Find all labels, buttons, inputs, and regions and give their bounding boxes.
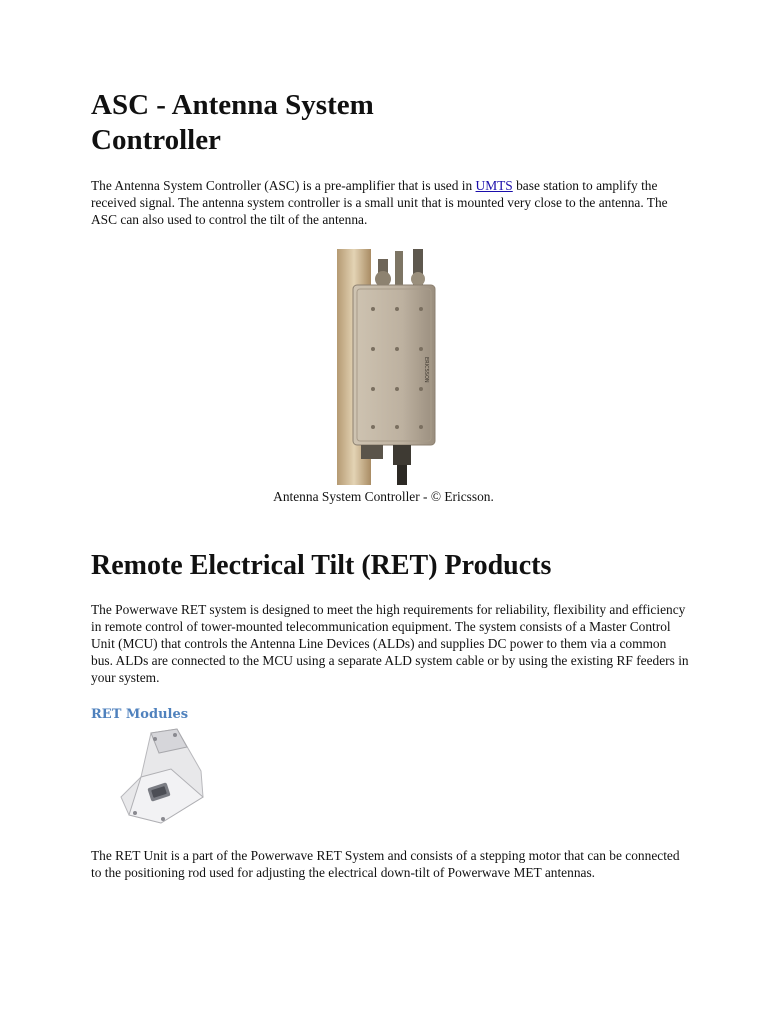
- ret-unit-paragraph: The RET Unit is a part of the Powerwave RET System and consists of a stepping motor that can be connected to the positioning rod used for adjusting the electrical down-tilt of Powerwave MET antennas.: [91, 848, 680, 880]
- umts-link[interactable]: UMTS: [475, 178, 513, 193]
- section-heading-ret: Remote Electrical Tilt (RET) Products: [91, 550, 552, 581]
- ericsson-logo: ERICSSON: [423, 357, 429, 383]
- asc-text-after-link: base station to amplify the received signal. The antenna system controller is a small unit that is mounted very close to the antenna. The ASC can also used to control the tilt of the antenna.: [91, 178, 668, 227]
- asc-paragraph: [91, 177, 691, 228]
- antenna-controller-photo: [333, 249, 438, 485]
- ret-module-photo: [91, 727, 237, 828]
- page-title: ASC - Antenna System Controller: [91, 89, 374, 156]
- asc-text-before-link: The Antenna System Controller (ASC) is a pre-amplifier that is used in: [91, 178, 476, 193]
- ret-modules-heading: RET Modules: [91, 707, 189, 722]
- figure-caption: Antenna System Controller - © Ericsson.: [273, 489, 494, 504]
- ret-paragraph: The Powerwave RET system is designed to meet the high requirements for reliability, flexibility and efficiency in remote control of tower-mounted telecommunication equipment. The system consists of a Master Control Unit (MCU) that controls the Antenna Line Devices (ALDs) and supplies DC power to them via a common bus. ALDs are connected to the MCU using a separate ALD system cable or by using the existing RF feeders in your system.: [91, 602, 689, 685]
